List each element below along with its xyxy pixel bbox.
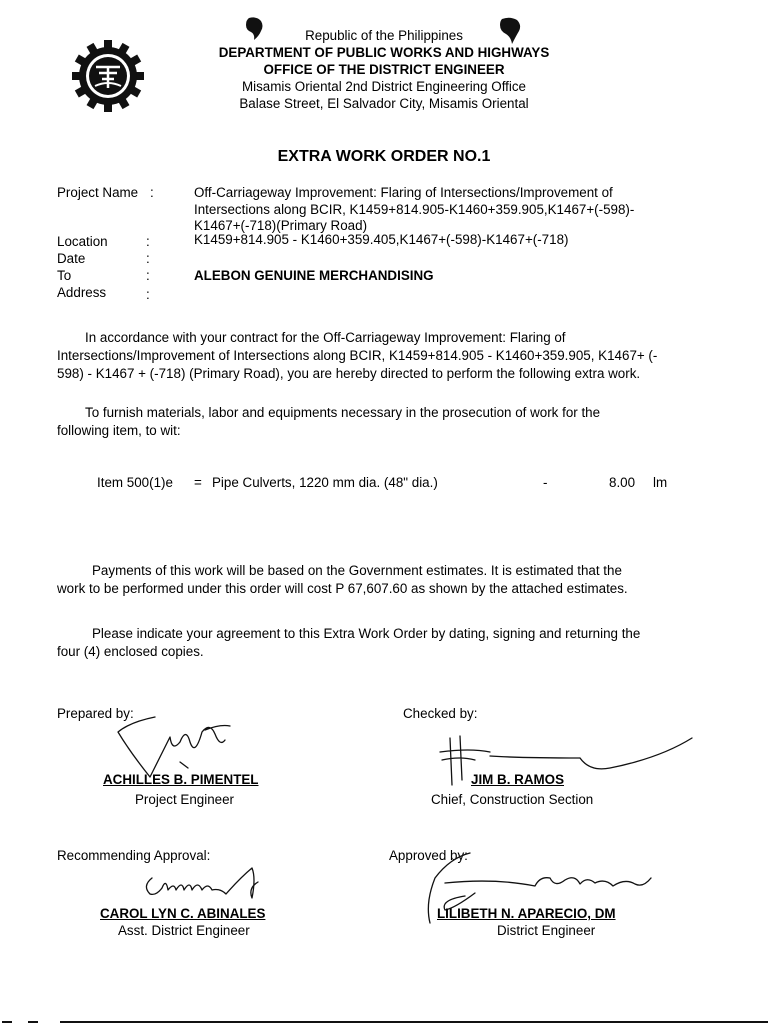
project-name-line-3: K1467+(-718)(Primary Road): [194, 218, 368, 233]
para3-line-1: Payments of this work will be based on the Government estimates. It is estimated that the: [92, 563, 622, 578]
checked-title: Chief, Construction Section: [431, 792, 594, 807]
department-name: DEPARTMENT OF PUBLIC WORKS AND HIGHWAYS: [218, 45, 550, 60]
para2-line-2: following item, to wit:: [57, 423, 181, 438]
prepared-title: Project Engineer: [135, 792, 234, 807]
date-label: Date: [57, 251, 86, 266]
project-name-label: Project Name: [57, 185, 139, 200]
project-name-line-1: Off-Carriageway Improvement: Flaring of Intersections/Improvement of: [194, 185, 613, 200]
para1-line-1: In accordance with your contract for the Off-Carriageway Improvement: Flaring of: [85, 330, 566, 345]
recommending-title: Asst. District Engineer: [118, 923, 250, 938]
para1-line-2: Intersections/Improvement of Intersections along BCIR, K1459+814.905 - K1460+359.905, K1467+ (-: [57, 348, 658, 363]
item-unit: lm: [653, 475, 668, 490]
project-name-line-2: Intersections along BCIR, K1459+814.905-K1460+359.905,K1467+(-598)-: [194, 202, 635, 217]
date-colon: :: [146, 251, 150, 266]
para4-line-2: four (4) enclosed copies.: [57, 644, 204, 659]
to-label: To: [57, 268, 72, 283]
item-description: Pipe Culverts, 1220 mm dia. (48" dia.): [212, 475, 438, 490]
approved-by-label: Approved by:: [389, 848, 468, 863]
para2-line-1: To furnish materials, labor and equipments necessary in the prosecution of work for the: [85, 405, 601, 420]
address-colon: :: [146, 287, 150, 302]
recommending-signature: [140, 858, 270, 908]
item-code: Item 500(1)e: [97, 475, 173, 490]
location-label: Location: [57, 234, 108, 249]
para1-line-3: 598) - K1467 + (-718) (Primary Road), you are hereby directed to perform the following extra work.: [57, 366, 641, 381]
recommending-name: CAROL LYN C. ABINALES: [100, 906, 266, 921]
address-label: Address: [57, 285, 107, 300]
item-dash: -: [543, 475, 548, 490]
project-name-colon: :: [150, 185, 154, 200]
approved-title: District Engineer: [497, 923, 596, 938]
office-address: Balase Street, El Salvador City, Misamis Oriental: [239, 96, 529, 111]
document-title: EXTRA WORK ORDER NO.1: [277, 148, 491, 165]
sub-office-name: Misamis Oriental 2nd District Engineering Office: [241, 79, 527, 94]
to-value: ALEBON GENUINE MERCHANDISING: [194, 268, 434, 283]
to-colon: :: [146, 268, 150, 283]
item-equals: =: [194, 475, 202, 490]
checked-by-label: Checked by:: [403, 706, 478, 721]
prepared-name: ACHILLES B. PIMENTEL: [103, 772, 259, 787]
location-colon: :: [146, 234, 150, 249]
para4-line-1: Please indicate your agreement to this Extra Work Order by dating, signing and returning the: [92, 626, 641, 641]
checked-name: JIM B. RAMOS: [471, 772, 564, 787]
prepared-by-label: Prepared by:: [57, 706, 134, 721]
bottom-rule: [0, 1018, 768, 1024]
recommending-label: Recommending Approval:: [57, 848, 211, 863]
approved-name: LILIBETH N. APARECIO, DM: [437, 906, 616, 921]
item-quantity: 8.00: [609, 475, 636, 490]
para3-line-2: work to be performed under this order will cost P 67,607.60 as shown by the attached estimates.: [57, 581, 628, 596]
office-name: OFFICE OF THE DISTRICT ENGINEER: [263, 62, 505, 77]
location-value: K1459+814.905 - K1460+359.405,K1467+(-598)-K1467+(-718): [194, 232, 569, 247]
republic-text: Republic of the Philippines: [305, 28, 463, 43]
